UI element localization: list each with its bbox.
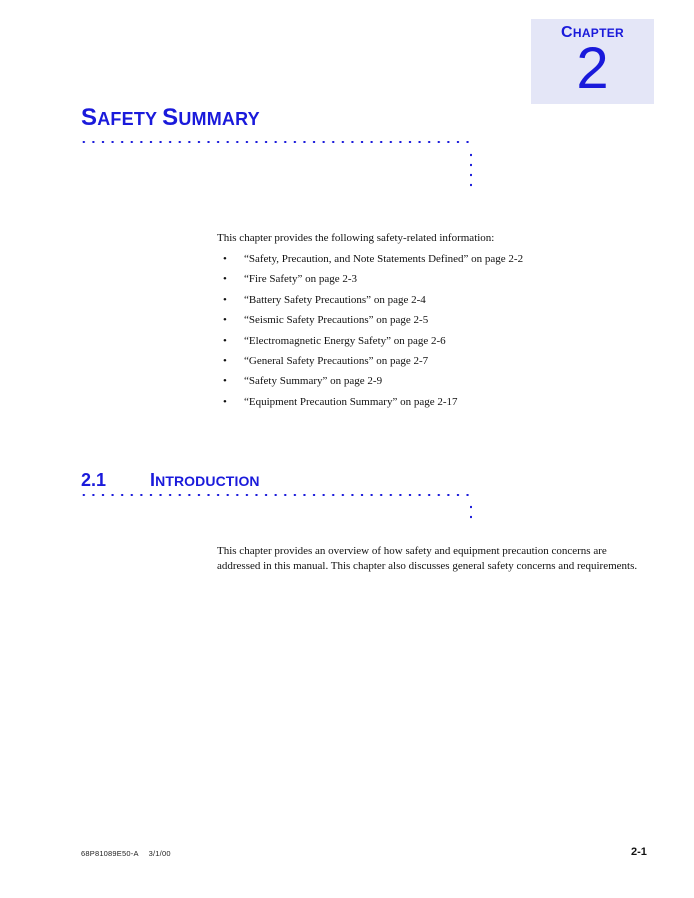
footer-doc-info [81, 849, 171, 858]
bullet-icon: • [223, 293, 227, 306]
section-title: INTRODUCTION [150, 470, 260, 490]
list-item: • “Seismic Safety Precautions” on page 2-5 [223, 314, 429, 327]
bullet-icon: • [223, 273, 227, 286]
page-number: 2-1 [631, 846, 647, 858]
safety-topic-list [217, 252, 523, 415]
page-title: SAFETY SUMMARY [81, 104, 260, 131]
bullet-icon: • [223, 314, 227, 327]
chapter-label: CHAPTER [561, 24, 624, 41]
chapter-box [531, 19, 654, 104]
intro-text: This chapter provides the following safety-related information: [217, 232, 495, 244]
section-paragraph: This chapter provides an overview of how safety and equipment precaution concerns are addressed in this manual. This chapter also discusses general safety concerns and requirements. [217, 545, 638, 572]
section-dotted-rule-vertical [470, 502, 472, 524]
section-number: 2.1 [81, 470, 107, 490]
list-item: • “Equipment Precaution Summary” on page 2-17 [223, 395, 458, 408]
title-dotted-rule-vertical [470, 150, 472, 190]
list-item: • “Fire Safety” on page 2-3 [223, 273, 358, 286]
list-item: • “Safety Summary” on page 2-9 [223, 375, 383, 388]
section-dotted-rule [79, 494, 474, 496]
bullet-icon: • [223, 253, 227, 265]
bullet-icon: • [223, 334, 227, 347]
chapter-number: 2 [576, 36, 609, 101]
list-item: • “General Safety Precautions” on page 2-7 [223, 354, 429, 367]
bullet-icon: • [223, 375, 227, 388]
footer-date: 3/1/00 [148, 849, 171, 858]
footer-doc-id: 68P81089E50-A [81, 849, 139, 858]
list-item: • “Electromagnetic Energy Safety” on page 2-6 [223, 334, 446, 347]
bullet-icon: • [223, 354, 227, 367]
bullet-icon: • [223, 395, 227, 408]
list-item: • “Battery Safety Precautions” on page 2-4 [223, 293, 426, 306]
title-dotted-rule [79, 141, 474, 143]
list-item: • “Safety, Precaution, and Note Statements Defined” on page 2-2 [223, 253, 524, 265]
